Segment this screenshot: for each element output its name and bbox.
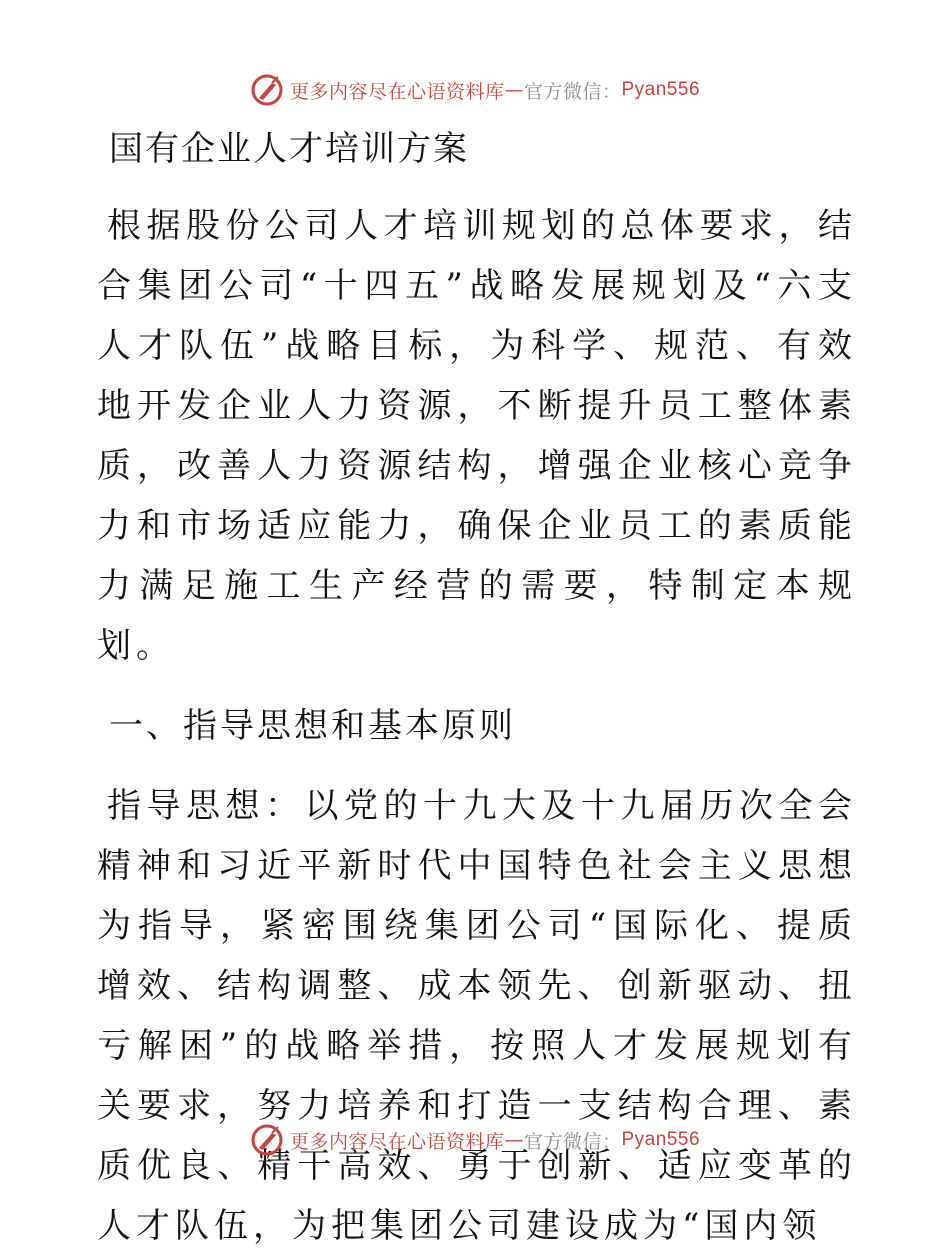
document-title: 国有企业人才培训方案 xyxy=(109,129,469,169)
watermark-dash: — xyxy=(504,1129,524,1151)
watermark-footer xyxy=(0,1120,950,1160)
watermark-wechat-label: 官方微信： xyxy=(523,80,622,103)
watermark-dash: — xyxy=(504,79,524,101)
paragraph-guiding-thought: 指导思想：以党的十九大及十九届历次全会精神和习近平新时代中国特色社会主义思想为指导，紧密围绕集团公司“国际化、提质增效、结构调整、成本领先、创新驱动、扭亏解困”的战略举措，按照人才发展规划有关要求，努力培养和打造一支结构合理、素质优良、精干高效、勇于创新、适应变革的人才队伍，为把集团公司建设成为“国内领 xyxy=(97,786,857,1246)
quill-logo-icon xyxy=(250,1123,284,1157)
watermark-brand: 更多内容尽在心语资料库 xyxy=(289,1130,505,1153)
section-heading-1: 一、指导思想和基本原则 xyxy=(109,706,516,746)
paragraph-intro: 根据股份公司人才培训规划的总体要求，结合集团公司“十四五”战略发展规划及“六支人才队伍”战略目标，为科学、规范、有效地开发企业人力资源，不断提升员工整体素质，改善人力资源结构，增强企业核心竞争力和市场适应能力，确保企业员工的素质能力满足施工生产经营的需要，特制定本规划。 xyxy=(97,206,857,666)
watermark-brand: 更多内容尽在心语资料库 xyxy=(289,80,505,103)
watermark-wechat-id: Pyan556 xyxy=(621,1129,701,1150)
watermark-wechat-id: Pyan556 xyxy=(621,79,701,100)
watermark-wechat-label: 官方微信： xyxy=(523,1130,622,1153)
watermark-header xyxy=(0,70,950,110)
document-body xyxy=(97,122,857,1256)
quill-logo-icon xyxy=(250,73,284,107)
